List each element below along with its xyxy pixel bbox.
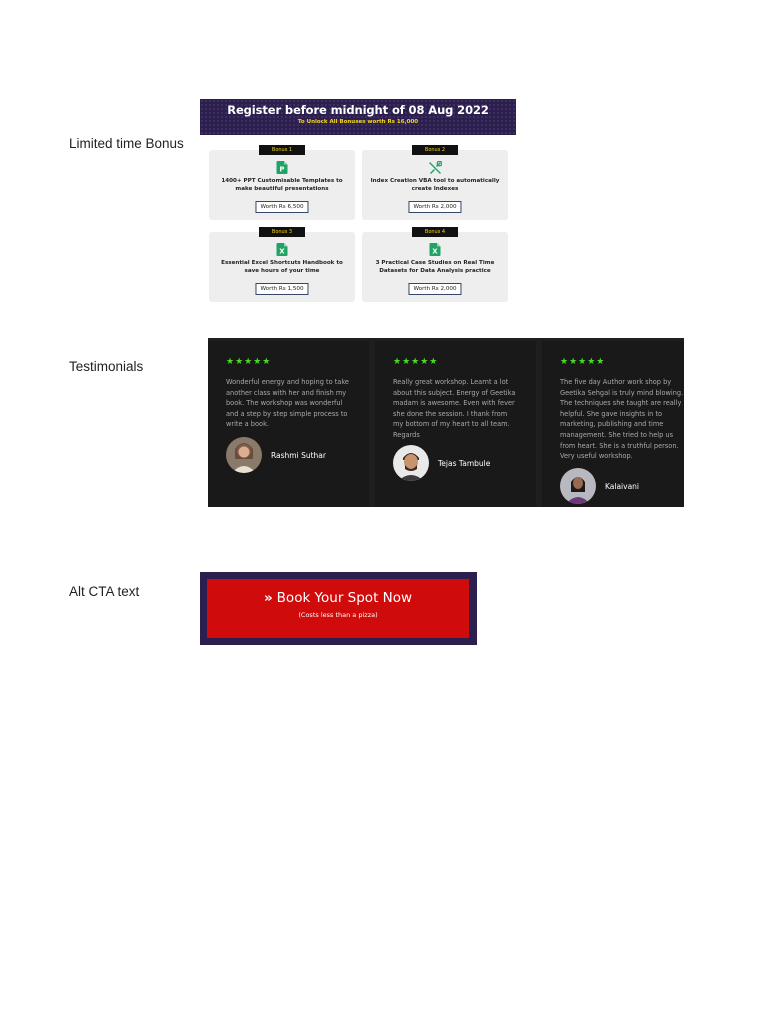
bonus-tag: Bonus 1 [259,145,305,155]
testimonial-card [208,341,369,507]
testimonial-name: Kalaivani [605,481,640,491]
cta-frame [200,572,477,645]
svg-text:X: X [432,247,438,256]
bonus-card-3 [209,229,355,302]
testimonial-quote: Really great workshop. Learnt a lot about this subject. Energy of Geetika madam is awesome. Even with fever she done the session. I thank from my bottom of my heart to all team. Regards [393,378,516,439]
testimonials-carousel [208,338,684,507]
bonus-worth: Worth Rs 2,000 [408,283,461,295]
testimonial-quote: Wonderful energy and hoping to take another class with her and finish my book. The workshop was wonderful and a step by step simple process to write a book. [226,378,349,429]
powerpoint-file-icon [277,161,288,179]
avatar [560,468,596,504]
bonus-panel [200,99,516,305]
bonus-tag: Bonus 3 [259,227,305,237]
bonus-card-4 [362,229,508,302]
bonus-subtitle: To Unlock All Bonuses worth Rs 16,000 [297,119,419,125]
bonus-description: Essential Excel Shortcuts Handbook to save hours of your time [221,260,343,274]
cta-sublabel: (Costs less than a pizza) [298,611,378,619]
excel-file-icon [430,243,441,261]
book-your-spot-button[interactable] [207,579,469,638]
bonus-card-1 [209,147,355,220]
bonus-description: 3 Practical Case Studies on Real Time Datasets for Data Analysis practice [375,260,495,274]
testimonial-card [542,341,684,507]
label-limited-time-bonus: Limited time Bonus [69,136,184,151]
testimonial-author [560,468,639,504]
testimonial-name: Rashmi Suthar [271,450,326,460]
star-rating-icon: ★★★★★ [226,356,272,366]
bonus-worth: Worth Rs 2,000 [408,201,461,213]
label-alt-cta-text: Alt CTA text [69,584,140,599]
svg-text:P: P [279,165,285,174]
label-testimonials: Testimonials [69,359,144,374]
bonus-title: Register before midnight of 08 Aug 2022 [227,103,489,117]
double-chevron-right-icon: » [263,590,273,606]
bonus-header [200,99,516,135]
testimonial-author [226,437,326,473]
bonus-card-2 [362,147,508,220]
avatar [393,445,429,481]
bonus-tag: Bonus 2 [412,145,458,155]
bonus-tag: Bonus 4 [412,227,458,237]
bonus-description: Index Creation VBA tool to automatically create Indexes [370,178,500,192]
testimonial-author [393,445,490,481]
cta-label: Book Your Spot Now [276,590,413,606]
bonus-worth: Worth Rs 1,500 [255,283,308,295]
star-rating-icon: ★★★★★ [560,356,606,366]
bonus-worth: Worth Rs 6,500 [255,201,308,213]
star-rating-icon: ★★★★★ [393,356,439,366]
testimonial-quote: The five day Author work shop by Geetika Sehgal is truly mind blowing. The techniques she taught are really helpful. She gave insights in to marketing, publishing and time management. She tried to help us from heart. She is a truthful person. Very useful workshop. [560,378,684,461]
testimonial-name: Tejas Tambule [438,458,491,468]
excel-file-icon [277,243,288,261]
cta-label-row [207,590,469,606]
avatar [226,437,262,473]
svg-text:X: X [279,247,285,256]
testimonial-card [375,341,536,507]
bonus-description: 1400+ PPT Customisable Templates to make beautiful presentations [221,178,343,192]
